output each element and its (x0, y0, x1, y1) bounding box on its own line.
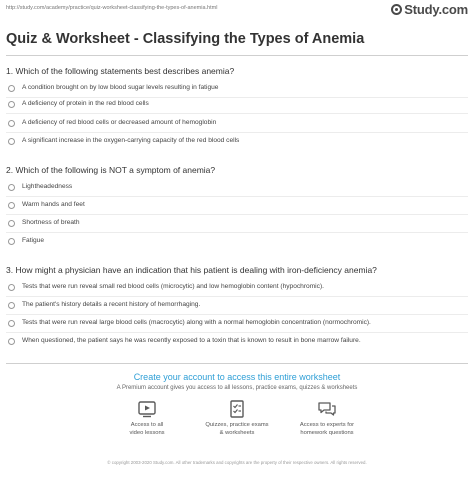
feature-label: Access to experts for (299, 422, 355, 428)
question-3: 3. How might a physician have an indication that his patient is dealing with iron-deficiency anemia? (6, 265, 377, 275)
radio-button[interactable] (8, 120, 15, 127)
radio-button[interactable] (8, 202, 15, 209)
answer-option[interactable] (6, 335, 468, 351)
feature-label: Access to all (130, 422, 164, 428)
answer-option[interactable] (6, 199, 468, 215)
answer-option[interactable] (6, 135, 468, 151)
answer-text: Tests that were run reveal small red blood cells (microcytic) and low hemoglobin content (hypochromic). (22, 283, 324, 290)
copyright-notice: © copyright 2003-2020 Study.com. All other trademarks and copyrights are the property of their respective owners. All rights reserved. (107, 460, 367, 465)
answer-option[interactable] (6, 317, 468, 333)
video-play-icon (137, 399, 157, 419)
premium-description: A Premium account gives you access to all lessons, practice exams, quizzes & worksheets (116, 385, 358, 391)
answer-option[interactable] (6, 217, 468, 233)
radio-button[interactable] (8, 85, 15, 92)
feature-label: video lessons (129, 429, 165, 436)
divider (6, 196, 468, 197)
page-url: http://study.com/academy/practice/quiz-worksheet-classifying-the-types-of-anemia.html (6, 5, 218, 11)
logo-icon (391, 4, 402, 15)
feature-label: Quizzes, practice exams (205, 422, 269, 428)
feature-quizzes (192, 399, 282, 437)
answer-option[interactable] (6, 181, 468, 197)
create-account-link[interactable]: Create your account to access this entire worksheet (133, 372, 341, 382)
answer-text: Tests that were run reveal large blood cells (macrocytic) along with a normal hemoglobin concentration (normochromic). (22, 319, 371, 326)
feature-label: & worksheets (219, 429, 255, 436)
answer-text: Shortness of breath (22, 219, 80, 226)
answer-text: Warm hands and feet (22, 201, 85, 208)
quiz-checklist-icon (227, 399, 247, 419)
answer-text: Fatigue (22, 237, 44, 244)
answer-option[interactable] (6, 98, 468, 114)
footer-divider (6, 363, 468, 364)
page-title: Quiz & Worksheet - Classifying the Types of Anemia (6, 31, 365, 47)
answer-text: A condition brought on by low blood sugar levels resulting in fatigue (22, 84, 219, 91)
answer-text: A deficiency of protein in the red blood cells (22, 100, 149, 107)
radio-button[interactable] (8, 320, 15, 327)
question-2: 2. Which of the following is NOT a symptom of anemia? (6, 165, 216, 175)
divider (6, 232, 468, 233)
answer-option[interactable] (6, 235, 468, 251)
divider (6, 113, 468, 114)
divider (6, 296, 468, 297)
answer-option[interactable] (6, 299, 468, 315)
study-logo[interactable] (391, 2, 468, 17)
answer-text: A significant increase in the oxygen-carrying capacity of the red blood cells (22, 137, 240, 144)
logo-text: Study.com (404, 2, 468, 17)
radio-button[interactable] (8, 238, 15, 245)
answer-option[interactable] (6, 281, 468, 297)
divider (6, 314, 468, 315)
radio-button[interactable] (8, 184, 15, 191)
divider (6, 132, 468, 133)
answer-text: A deficiency of red blood cells or decreased amount of hemoglobin (22, 119, 217, 126)
answer-option[interactable] (6, 117, 468, 133)
answer-text: Lightheadedness (22, 183, 73, 190)
radio-button[interactable] (8, 101, 15, 108)
answer-text: The patient's history details a recent history of hemorrhaging. (22, 301, 201, 308)
radio-button[interactable] (8, 302, 15, 309)
feature-video-lessons (102, 399, 192, 437)
top-bar (0, 0, 474, 22)
divider (6, 332, 468, 333)
title-divider (6, 55, 468, 56)
feature-label: homework questions (300, 429, 354, 436)
radio-button[interactable] (8, 284, 15, 291)
expert-chat-icon (317, 399, 337, 419)
radio-button[interactable] (8, 220, 15, 227)
answer-option[interactable] (6, 82, 468, 98)
divider (6, 214, 468, 215)
radio-button[interactable] (8, 338, 15, 345)
question-1: 1. Which of the following statements best describes anemia? (6, 66, 235, 76)
radio-button[interactable] (8, 138, 15, 145)
feature-experts (282, 399, 372, 437)
answer-text: When questioned, the patient says he was recently exposed to a toxin that is known to result in bone marrow failure. (22, 337, 361, 344)
